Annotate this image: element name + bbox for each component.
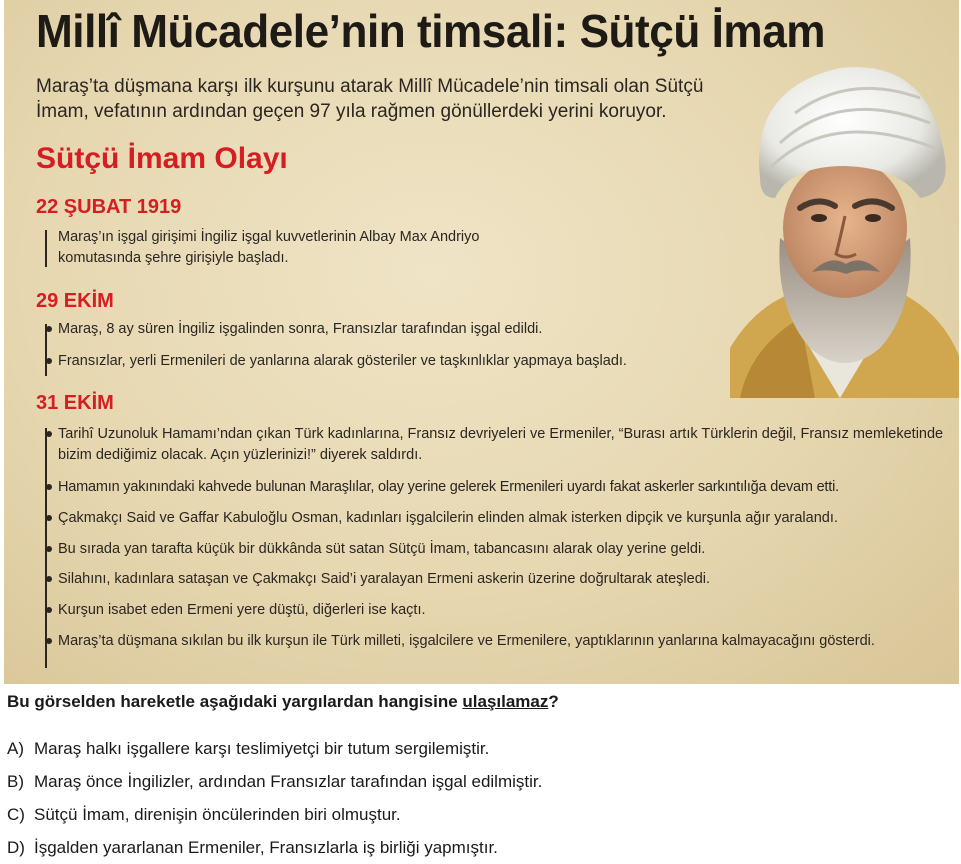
timeline-item: Hamamın yakınındaki kahvede bulunan Maraşlılar, olay yerine gelerek Ermenileri uyardı fakat askerler sarkıntılığa devam etti.: [58, 477, 959, 498]
section-date: 31 EKİM: [36, 392, 114, 414]
bullet-dot: [46, 576, 52, 582]
bullet-dot: [46, 515, 52, 521]
sutcu-imam-portrait: [720, 48, 959, 398]
bullet-dot: [46, 358, 52, 364]
timeline-item: Fransızlar, yerli Ermenileri de yanlarına alarak gösteriler ve taşkınlıklar yapmaya başladı.: [58, 351, 718, 372]
bullet-dot: [46, 431, 52, 437]
section-date: 22 ŞUBAT 1919: [36, 196, 182, 218]
timeline-item: Maraş, 8 ay süren İngiliz işgalinden sonra, Fransızlar tarafından işgal edildi.: [58, 319, 718, 340]
timeline-item: Bu sırada yan tarafta küçük bir dükkânda süt satan Sütçü İmam, tabancasını alarak olay yerine geldi.: [58, 539, 958, 560]
bullet-dot: [46, 484, 52, 490]
bullet-dot: [46, 546, 52, 552]
timeline-item: Kurşun isabet eden Ermeni yere düştü, diğerleri ise kaçtı.: [58, 600, 958, 621]
timeline-item: Silahını, kadınlara sataşan ve Çakmakçı Said’i yaralayan Ermeni askerin üzerine doğrultarak ateşledi.: [58, 569, 958, 590]
timeline-bar: [45, 324, 47, 376]
timeline-item: Maraş’ta düşmana sıkılan bu ilk kurşun ile Türk milleti, işgalcilere ve Ermenilere, yaptıklarının yanlarına kalmayacağını gösterdi.: [58, 631, 918, 652]
timeline-item: Tarihî Uzunoluk Hamamı’ndan çıkan Türk kadınlarına, Fransız devriyeleri ve Ermeniler, “Burası artık Türklerin değil, Fransız memleketinde bizim dediğimiz olacak. Açın yüzlerinizi!” diyerek saldırdı.: [58, 424, 958, 466]
event-heading: Sütçü İmam Olayı: [36, 142, 288, 175]
bullet-dot: [46, 638, 52, 644]
bullet-dot: [46, 326, 52, 332]
option-c[interactable]: C) Sütçü İmam, direnişin öncülerinden biri olmuştur.: [7, 805, 401, 824]
poster-title: Millî Mücadele’nin timsali: Sütçü İmam: [36, 5, 826, 57]
timeline-item: Çakmakçı Said ve Gaffar Kabuloğlu Osman, kadınları işgalcilerin elinden almak isterken dipçik ve kurşunla ağır yaralandı.: [58, 508, 958, 529]
intro-paragraph: Maraş’ta düşmana karşı ilk kurşunu atarak Millî Mücadele’nin timsali olan Sütçü İmam, vefatının ardından geçen 97 yıla rağmen gönüllerdeki yerini koruyor.: [36, 76, 704, 122]
timeline-item: Maraş’ın işgal girişimi İngiliz işgal kuvvetlerinin Albay Max Andriyo komutasında şehre girişiyle başladı.: [58, 229, 480, 266]
section-date: 29 EKİM: [36, 290, 114, 312]
option-b[interactable]: B) Maraş önce İngilizler, ardından Fransızlar tarafından işgal edilmiştir.: [7, 772, 543, 791]
infographic-poster: [4, 0, 959, 684]
option-d[interactable]: D) İşgalden yararlanan Ermeniler, Fransızlarla iş birliği yapmıştır.: [7, 838, 498, 857]
option-a[interactable]: A) Maraş halkı işgallere karşı teslimiyetçi bir tutum sergilemiştir.: [7, 739, 490, 758]
question-text: Bu görselden hareketle aşağıdaki yargılardan hangisine ulaşılamaz?: [7, 692, 559, 711]
timeline-bar: [45, 230, 47, 267]
bullet-dot: [46, 607, 52, 613]
